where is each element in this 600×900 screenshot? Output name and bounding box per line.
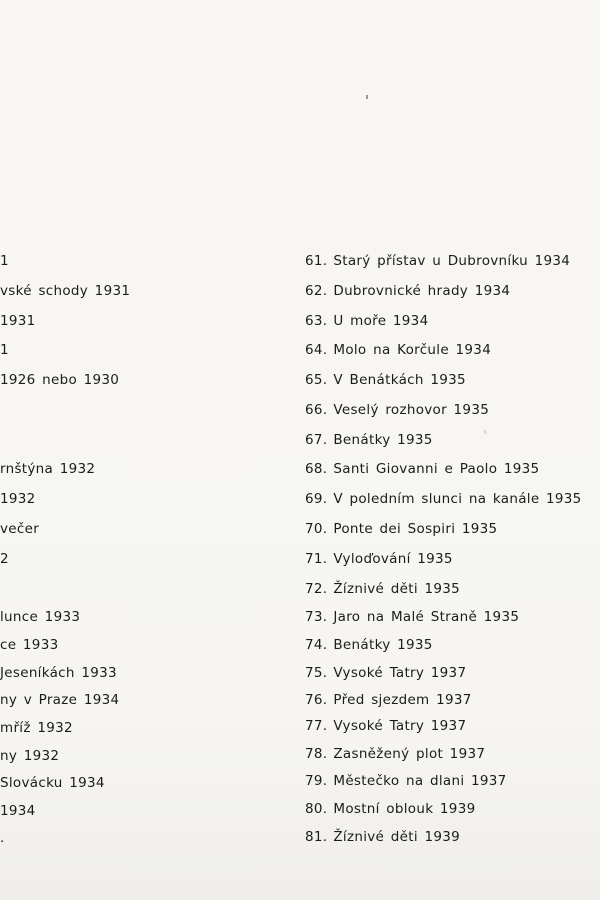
item-number: 80.: [305, 801, 328, 817]
item-number: 75.: [305, 665, 328, 681]
list-item-fragment: ny 1932: [0, 748, 60, 764]
item-number: 79.: [305, 773, 328, 789]
item-number: 72.: [305, 581, 328, 597]
list-item: [305, 746, 485, 762]
item-title: Benátky 1935: [333, 432, 433, 448]
item-title: Molo na Korčule 1934: [333, 342, 492, 358]
paper-speck: [366, 95, 368, 99]
item-number: 71.: [305, 551, 328, 567]
list-item-fragment: 1932: [0, 491, 36, 507]
list-item: [305, 253, 570, 269]
item-title: Zasněžený plot 1937: [333, 746, 486, 762]
list-item: [305, 692, 472, 708]
list-item: [305, 521, 497, 537]
item-title: Městečko na dlani 1937: [333, 773, 507, 789]
list-item-fragment: 1934: [0, 803, 36, 819]
list-item-fragment: .: [0, 830, 5, 846]
item-title: Vyloďování 1935: [333, 551, 453, 567]
item-title: Vysoké Tatry 1937: [333, 718, 467, 734]
list-item: [305, 402, 489, 418]
list-item-fragment: 2: [0, 551, 9, 567]
list-item-fragment: 1: [0, 342, 9, 358]
list-item: [305, 313, 428, 329]
list-item-fragment: ny v Praze 1934: [0, 692, 120, 708]
list-item-fragment: rnštýna 1932: [0, 461, 96, 477]
item-title: V poledním slunci na kanále 1935: [333, 491, 582, 507]
list-item: [305, 432, 433, 448]
item-number: 64.: [305, 342, 328, 358]
item-title: Jaro na Malé Straně 1935: [333, 609, 520, 625]
item-number: 68.: [305, 461, 328, 477]
item-title: Dubrovnické hrady 1934: [333, 283, 511, 299]
item-number: 78.: [305, 746, 328, 762]
item-title: Santi Giovanni e Paolo 1935: [333, 461, 540, 477]
item-number: 66.: [305, 402, 328, 418]
item-number: 77.: [305, 718, 328, 734]
item-number: 62.: [305, 283, 328, 299]
list-item: [305, 829, 460, 845]
list-item: [305, 491, 582, 507]
list-item: [305, 773, 507, 789]
list-item-fragment: ce 1933: [0, 637, 59, 653]
item-number: 73.: [305, 609, 328, 625]
item-title: Benátky 1935: [333, 637, 433, 653]
list-item: [305, 609, 519, 625]
list-item: [305, 718, 466, 734]
item-number: 63.: [305, 313, 328, 329]
list-item: [305, 665, 466, 681]
item-title: Starý přístav u Dubrovníku 1934: [333, 253, 571, 269]
item-title: V Benátkách 1935: [333, 372, 466, 388]
item-number: 69.: [305, 491, 328, 507]
list-item-fragment: vské schody 1931: [0, 283, 131, 299]
item-number: 74.: [305, 637, 328, 653]
list-item-fragment: Jeseníkách 1933: [0, 665, 117, 681]
list-item-fragment: 1926 nebo 1930: [0, 372, 120, 388]
list-item: [305, 581, 460, 597]
item-title: Vysoké Tatry 1937: [333, 665, 467, 681]
list-item: [305, 283, 510, 299]
item-title: Žíznivé děti 1935: [333, 581, 461, 597]
list-item-fragment: 1: [0, 253, 9, 269]
list-item: [305, 461, 539, 477]
list-item: [305, 342, 491, 358]
item-title: Mostní oblouk 1939: [333, 801, 476, 817]
item-number: 61.: [305, 253, 328, 269]
item-number: 67.: [305, 432, 328, 448]
list-item: [305, 637, 433, 653]
item-title: Veselý rozhovor 1935: [333, 402, 490, 418]
item-title: Před sjezdem 1937: [333, 692, 472, 708]
list-item-fragment: mříž 1932: [0, 720, 73, 736]
item-title: Ponte dei Sospiri 1935: [333, 521, 498, 537]
item-number: 76.: [305, 692, 328, 708]
list-item-fragment: 1931: [0, 313, 36, 329]
list-item-fragment: Slovácku 1934: [0, 775, 105, 791]
list-item: [305, 551, 453, 567]
item-title: U moře 1934: [333, 313, 429, 329]
item-number: 81.: [305, 829, 328, 845]
item-number: 70.: [305, 521, 328, 537]
item-number: 65.: [305, 372, 328, 388]
list-item-fragment: večer: [0, 521, 40, 537]
list-item: [305, 372, 466, 388]
item-title: Žíznivé děti 1939: [333, 829, 461, 845]
list-item: [305, 801, 475, 817]
list-item-fragment: lunce 1933: [0, 609, 81, 625]
